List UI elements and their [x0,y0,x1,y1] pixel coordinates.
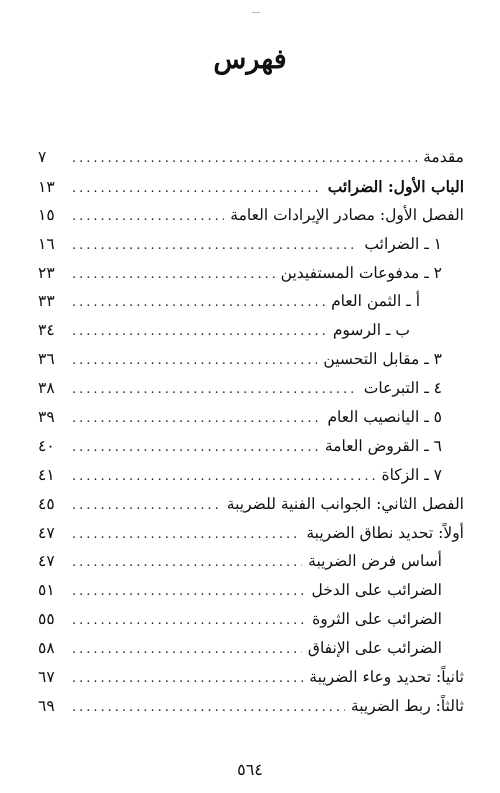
toc-entry-page: ٦٩ [38,696,55,715]
toc-entry-page: ٤٧ [38,552,55,571]
toc-entry[interactable] [38,321,464,350]
dot-leader [72,353,317,368]
toc-entry-label: الفصل الأول: مصادر الإيرادات العامة [230,205,464,224]
toc-entry-page: ٤١ [38,465,55,484]
page-title: فهرس [213,44,287,75]
dot-leader [72,209,224,224]
toc-entry-label: الضرائب على الإنفاق [307,639,442,658]
dot-leader [72,498,221,513]
toc-entry[interactable] [38,379,464,408]
toc-entry-label: ٦ ـ القروض العامة [324,436,442,455]
toc-entry[interactable] [38,206,464,235]
toc-entry-page: ٤٥ [38,494,55,513]
toc-entry[interactable] [38,437,464,466]
dot-leader [72,295,325,310]
table-of-contents [38,148,464,726]
dot-leader [72,151,417,166]
toc-entry-label: مقدمة [423,148,464,166]
toc-entry-page: ٣٨ [38,379,55,398]
toc-entry-label: ٣ ـ مقابل التحسين [323,350,442,369]
toc-entry[interactable] [38,552,464,581]
page-number: ٥٦٤ [237,760,263,779]
toc-entry[interactable] [38,292,464,321]
toc-entry-page: ١٦ [38,234,55,253]
toc-entry-page: ١٥ [38,205,55,224]
toc-entry-label: ٢ ـ مدفوعات المستفيدين [280,263,442,282]
toc-entry-label: ١ ـ الضرائب [364,234,442,253]
dot-leader [72,267,275,282]
toc-entry-label: ثانياً: تحديد وعاء الضريبة [309,668,464,687]
toc-entry-label: ٧ ـ الزكاة [381,465,442,484]
toc-entry-label: ٤ ـ التبرعات [363,379,442,398]
dot-leader [72,238,358,253]
toc-entry[interactable] [38,148,464,177]
toc-entry-label: الفصل الثاني: الجوانب الفنية للضريبة [226,494,464,513]
toc-entry[interactable] [38,264,464,293]
dot-leader [72,411,321,426]
dot-leader [72,382,358,397]
toc-entry-page: ٣٤ [38,321,55,340]
toc-entry[interactable] [38,668,464,697]
toc-entry[interactable] [38,235,464,264]
toc-entry[interactable] [38,408,464,437]
toc-entry-label: أساس فرض الضريبة [308,552,442,571]
dot-leader [72,440,319,455]
top-mark [252,12,260,13]
toc-entry[interactable] [38,177,464,206]
dot-leader [72,555,302,570]
toc-entry-label: الباب الأول: الضرائب [327,176,464,196]
toc-entry[interactable] [38,639,464,668]
toc-entry[interactable] [38,581,464,610]
dot-leader [72,181,322,196]
dot-leader [72,584,305,599]
toc-entry-page: ٧ [38,148,47,166]
dot-leader [72,642,302,657]
dot-leader [72,527,300,542]
toc-entry-label: ثالثاً: ربط الضريبة [350,696,464,715]
toc-entry[interactable] [38,466,464,495]
toc-entry[interactable] [38,495,464,524]
toc-entry-page: ٤٠ [38,436,55,455]
toc-entry-page: ٢٣ [38,263,55,282]
toc-entry-page: ٥١ [38,581,55,600]
dot-leader [72,700,345,715]
toc-entry[interactable] [38,610,464,639]
toc-entry[interactable] [38,697,464,726]
toc-entry-page: ٥٨ [38,639,55,658]
toc-entry-label: ب ـ الرسوم [332,321,410,340]
toc-entry-page: ٣٦ [38,350,55,369]
dot-leader [72,469,375,484]
dot-leader [72,324,327,339]
toc-entry-label: الضرائب على الدخل [311,581,442,600]
toc-entry[interactable] [38,524,464,553]
toc-entry-label: الضرائب على الثروة [312,610,442,629]
toc-entry-page: ٦٧ [38,668,55,687]
toc-entry-label: أ ـ الثمن العام [331,292,420,311]
dot-leader [72,613,306,628]
toc-entry-page: ١٣ [38,177,55,196]
toc-entry-label: أولاً: تحديد نطاق الضريبة [306,523,464,542]
toc-entry[interactable] [38,350,464,379]
dot-leader [72,671,303,686]
toc-entry-page: ٤٧ [38,523,55,542]
toc-entry-page: ٥٥ [38,610,55,629]
toc-entry-label: ٥ ـ اليانصيب العام [327,408,442,427]
toc-entry-page: ٣٩ [38,408,55,427]
toc-entry-page: ٣٣ [38,292,55,311]
